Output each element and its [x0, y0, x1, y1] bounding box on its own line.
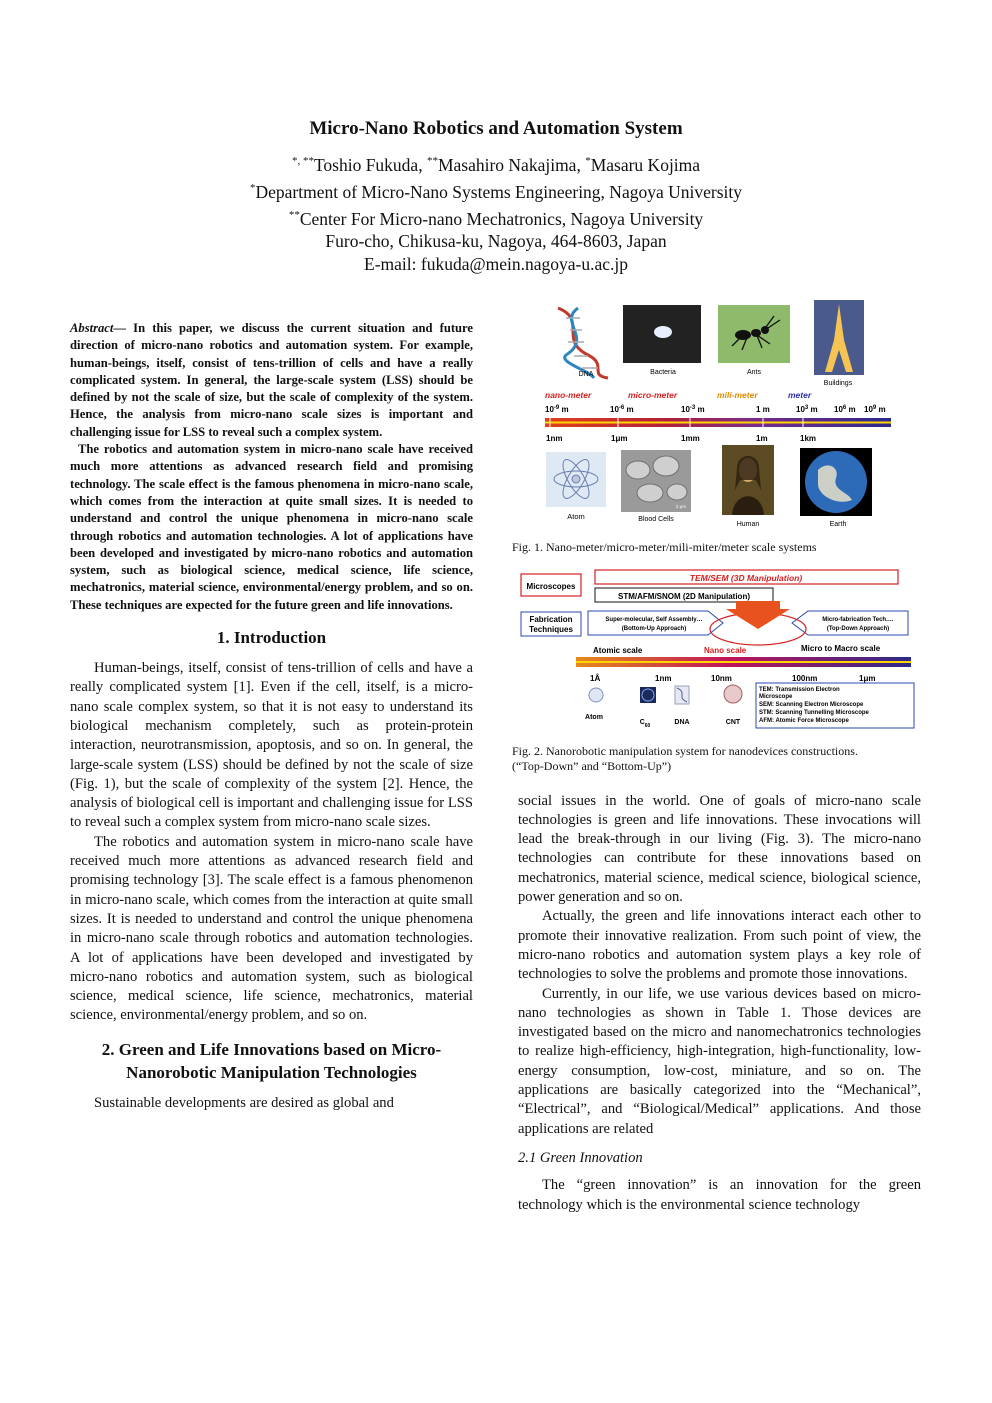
unit-label: 1mm — [681, 434, 700, 443]
figure-2-caption-line-1: Fig. 2. Nanorobotic manipulation system for nanodevices constructions. — [512, 743, 858, 758]
right-column — [512, 300, 921, 1215]
top-down-label: Micro-fabrication Tech.… — [822, 617, 894, 624]
fig1-label-blood-cells: Blood Cells — [638, 516, 674, 523]
top-down-label-2: (Top-Down Approach) — [826, 626, 890, 633]
affiliation-marker: ** — [288, 208, 300, 221]
legend-line: TEM: Transmission Electron — [759, 687, 840, 694]
tem-sem-label: TEM/SEM (3D Manipulation) — [689, 573, 803, 584]
fabrication-label-2: Techniques — [529, 625, 573, 635]
section-1-body — [70, 659, 473, 1026]
fabrication-label: Fabrication — [529, 615, 573, 625]
bottom-up-label: Super-molecular, Self Assembly… — [605, 617, 703, 624]
paragraph: The robotics and automation system in micro-nano scale have received much more attentions as advanced research field and promising technology [3]. The scale effect is a famous phenomenon in micro-nano scale, which comes from the interaction at quite small sizes. It is needed to understand and control the unique phenomena in micro-nano scale through robotics and automation technologies. A lot of applications have been developed and investigated by micro-nano robotics and automation system, such as biological science, medical science, life science, mechatronics, material science, environmental/energy problem, and so on. — [70, 833, 473, 1024]
bacteria-cell — [654, 326, 672, 338]
author-name: Toshio Fukuda, — [313, 154, 427, 175]
atom-small-icon — [589, 688, 603, 702]
earth-icon — [805, 451, 867, 513]
legend-line: Microscope — [759, 694, 793, 701]
fig1-label-earth: Earth — [829, 521, 847, 528]
tick-label: 100nm — [792, 674, 818, 684]
email: E-mail: fukuda@mein.nagoya-u.ac.jp — [364, 254, 628, 275]
abstract-text: — In this paper, we discuss the current situation and future direction of micro-nano robotics and automation system. For example, human-beings, itself, consist of tens-trillion of cells and have a really complicated system. In general, the large-scale system (LSS) should be defined by not the scale of size, but the scale of complexity of the system. Hence, the analysis from micro-nano scale sizes is important and challenging issue for LSS to reveal such a complex system. — [70, 321, 473, 439]
author-marker: * — [585, 155, 591, 167]
section-2-heading: 2. Green and Life Innovations based on Micro-Nanorobotic Manipulation Technologies — [101, 1039, 442, 1082]
abstract-paragraph-1 — [70, 320, 473, 441]
figure-2-caption — [512, 744, 921, 774]
unit-label: 1μm — [611, 434, 628, 443]
figure-2 — [512, 569, 921, 773]
manipulation-diagram — [518, 569, 921, 735]
fig1-label-ants: Ants — [746, 369, 762, 376]
legend-line: SEM: Scanning Electron Microscope — [759, 702, 864, 709]
address: Furo-cho, Chikusa-ku, Nagoya, 464-8603, Japan — [325, 231, 667, 252]
abstract-paragraph-2: The robotics and automation system in micro-nano scale have received much more attentions as advanced research field and promising technology. The scale effect is the famous phenomena in micro-nano scale, which comes from the interaction at quite small sizes. It is needed to understand and control the unique phenomena in micro-nano scale through robotics and automation technologies. A lot of applications have been developed and investigated by micro-nano robotics and automation system, such as biological science, medical science, life science, mechatronics, material science, environmental/energy problem, and so on. These techniques are expected for the future green and life innovations. — [70, 442, 473, 612]
nano-scale-label: Nano scale — [704, 646, 747, 656]
left-column — [70, 320, 473, 1113]
author-name: Masahiro Nakajima, — [437, 154, 586, 175]
paragraph: Actually, the green and life innovations interact each other to promote their innovative realization. From such point of view, the micro-nano robotics and automation system plays a key role of technologies to solve the problems and promote those innovations. — [518, 908, 921, 983]
exp-label: $10^{-3}$ m — [681, 405, 705, 414]
fig1-label-dna: DNA — [578, 371, 594, 378]
paragraph: The “green innovation” is an innovation for the green technology which is the environmental science technology — [518, 1177, 921, 1213]
exp-label: 1 m — [756, 405, 770, 414]
author-name: Masaru Kojima — [590, 154, 701, 175]
tick-label: 1Å — [590, 674, 601, 684]
figure-2-caption-line-2: (“Top-Down” and “Bottom-Up”) — [512, 758, 672, 773]
affiliation-text: Center For Micro-nano Mechatronics, Nagoya University — [299, 208, 704, 229]
abstract-lead: Abstract — [70, 321, 114, 335]
affiliation-marker: * — [250, 181, 256, 194]
exponent-labels — [545, 405, 886, 414]
paragraph: Currently, in our life, we use various devices based on micro-nano technologies as shown in Table 1. Those devices are investigated based on the micro and nanomechatronics technologies to realize high-efficiency, high-integration, high-functionality, low-energy consumption, low-cost, miniature, and so on. The applications are basically categorized into the “Mechanical”, “Electrical”, and “Biological/Medical” applications. And those applications are related — [518, 985, 921, 1137]
unit-label: 1m — [756, 434, 768, 443]
fig1-label-bacteria: Bacteria — [650, 369, 676, 376]
scale-name-mili: mili-meter — [717, 390, 758, 400]
microscopes-label: Microscopes — [526, 582, 576, 592]
scale-name-micro: micro-meter — [628, 390, 678, 400]
abstract — [70, 320, 473, 614]
fig2-item-cnt: CNT — [725, 719, 741, 727]
scale-diagram — [518, 300, 921, 532]
tick-label: 1nm — [655, 674, 672, 684]
fig1-label-buildings: Buildings — [823, 380, 853, 387]
tick-label: 1μm — [859, 674, 876, 684]
atomic-scale-label: Atomic scale — [593, 646, 643, 656]
cnt-icon — [724, 685, 742, 703]
micro-macro-label: Micro to Macro scale — [801, 644, 881, 654]
right-column-body — [518, 792, 921, 1215]
exp-label: $10^3$ m — [796, 405, 818, 414]
scale-note: 2 μm — [675, 504, 686, 509]
subsection-2-1-heading: 2.1 Green Innovation — [518, 1149, 643, 1166]
exp-label: $10^{-6}$ m — [610, 405, 634, 414]
affiliation-1 — [0, 177, 992, 204]
fig1-label-human: Human — [736, 521, 760, 528]
fig2-item-atom: Atom — [585, 714, 603, 722]
affiliation-2 — [0, 204, 992, 231]
author-marker: ** — [426, 155, 438, 167]
section-2-body — [70, 1094, 473, 1113]
unit-label: 1nm — [546, 434, 563, 443]
affiliation-text: Department of Micro-Nano Systems Engineering, Nagoya University — [255, 181, 742, 202]
stm-label: STM/AFM/SNOM (2D Manipulation) — [618, 592, 750, 602]
exp-label: $10^9$ m — [864, 405, 886, 414]
dna-icon — [558, 308, 608, 378]
legend-line: STM: Scanning Tunnelling Microscope — [759, 710, 869, 717]
unit-labels — [546, 434, 816, 443]
paper-header — [0, 118, 992, 276]
paper-title: Micro-Nano Robotics and Automation System — [309, 118, 683, 139]
paragraph: Human-beings, itself, consist of tens-trillion of cells and have a really complicated system [1]. Even if the cell, itself, is a micro-nano scale complex system, so that it is not easy to understand its biological mechanism completely, such as protein-protein interaction, neurotransmission, apoptosis, and so on. In general, the large-scale system (LSS) should be defined by not the scale of size (Fig. 1), but the scale of complexity of the system [2]. Hence, the analysis of biological cell is important and challenging issue for LSS to reveal such a complex system from micro-nano scale sizes. — [70, 660, 473, 831]
scale-name-meter: meter — [788, 390, 812, 400]
fig2-item-c60: $C_{60}$ — [639, 719, 651, 730]
figure-1-caption: Fig. 1. Nano-meter/micro-meter/mili-miter/meter scale systems — [512, 540, 817, 555]
legend-line: AFM: Atomic Force Microscope — [759, 718, 849, 725]
author-line — [0, 150, 992, 177]
paragraph: social issues in the world. One of goals of micro-nano scale technologies is green and life innovations. These invocations will lead the break-through in our living (Fig. 3). The micro-nano technologies can contribute for these innovations based on mechatronics, material science, medical science, biological science, power generation and so on. — [518, 792, 921, 906]
scale-name-nano: nano-meter — [545, 390, 592, 400]
fig1-label-atom: Atom — [567, 512, 585, 521]
unit-label: 1km — [800, 434, 817, 443]
exp-label: $10^6$ m — [834, 405, 856, 414]
exp-label: $10^{-9}$ m — [545, 405, 569, 414]
section-1-heading: 1. Introduction — [216, 628, 327, 648]
tick-label: 10nm — [711, 674, 732, 684]
fig2-item-dna: DNA — [674, 719, 690, 727]
paragraph: Sustainable developments are desired as global and — [94, 1094, 394, 1111]
bottom-up-label-2: (Bottom-Up Approach) — [621, 626, 687, 633]
figure-1 — [512, 300, 921, 555]
author-marker: *, ** — [291, 155, 314, 167]
fig2-ticks — [590, 674, 875, 683]
